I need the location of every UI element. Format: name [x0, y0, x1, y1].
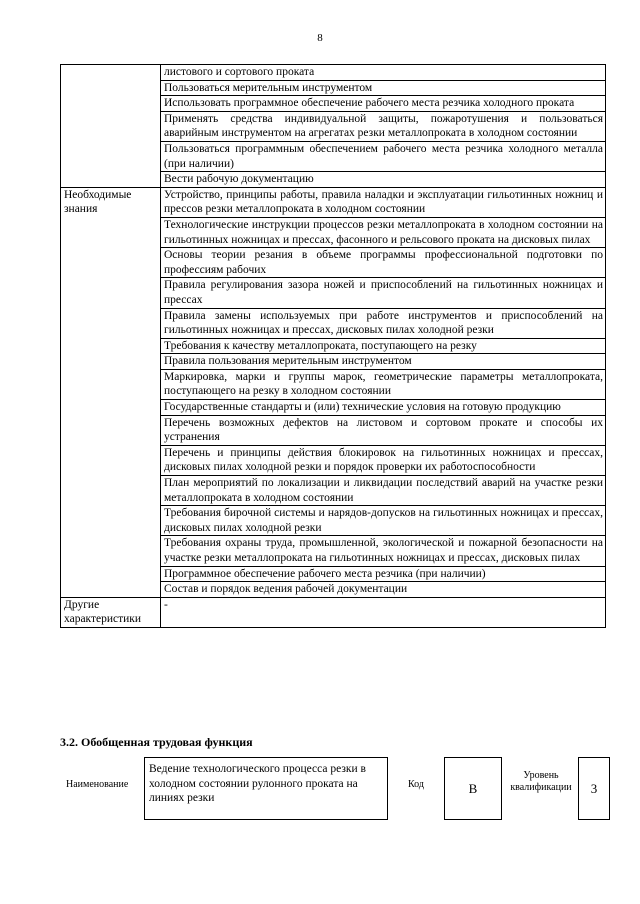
row-text: Пользоваться программным обеспечением рабочего места резчика холодного металла (при наличии) — [161, 141, 606, 171]
row-text: листового и сортового проката — [161, 65, 606, 81]
row-text: Правила пользования мерительным инструментом — [161, 354, 606, 370]
table-row — [61, 65, 606, 81]
code-label: Код — [408, 779, 424, 790]
row-text: Пользоваться мерительным инструментом — [161, 80, 606, 96]
row-text: Требования бирочной системы и нарядов-допусков на гильотинных ножницах и прессах, дисковых пилах холодной резки — [161, 506, 606, 536]
row-text: Основы теории резания в объеме программы профессиональной подготовки по профессиям рабочих — [161, 248, 606, 278]
row-text: - — [161, 597, 606, 627]
row-text: Правила регулирования зазора ножей и приспособлений на гильотинных ножницах и прессах — [161, 278, 606, 308]
row-text: Технологические инструкции процессов резки металлопроката в холодном состоянии на гильотинных ножницах и прессах, фасонного и рельсового проката на дисковых пилах — [161, 217, 606, 247]
row-text: Программное обеспечение рабочего места резчика (при наличии) — [161, 566, 606, 582]
row-text: Государственные стандарты и (или) технические условия на готовую продукцию — [161, 400, 606, 416]
level-label: Уровень квалификации — [510, 770, 572, 793]
name-label: Наименование — [66, 779, 129, 790]
row-text: Требования к качеству металлопроката, поступающего на резку — [161, 338, 606, 354]
row-text: Перечень и принципы действия блокировок на гильотинных ножницах и прессах, дисковых пилах холодной резки и порядок проверки их работоспособности — [161, 445, 606, 475]
level-value: 3 — [578, 757, 610, 820]
row-text: Использовать программное обеспечение рабочего места резчика холодного проката — [161, 96, 606, 112]
row-text: Применять средства индивидуальной защиты, пожаротушения и пользоваться аварийным инструментом на агрегатах резки металлопроката в холодном состоянии — [161, 111, 606, 141]
row-label — [61, 65, 161, 188]
row-label: Другие характеристики — [61, 597, 161, 627]
table-row — [61, 597, 606, 627]
row-text: Вести рабочую документацию — [161, 172, 606, 188]
table-row — [61, 187, 606, 217]
row-text: Состав и порядок ведения рабочей документации — [161, 582, 606, 598]
row-text: Устройство, принципы работы, правила наладки и эксплуатации гильотинных ножниц и прессов резки металлопроката в холодном состоянии — [161, 187, 606, 217]
row-text: Правила замены используемых при работе инструментов и приспособлений на гильотинных ножницах и прессах, дисковых пилах холодной резки — [161, 308, 606, 338]
competency-table — [60, 64, 606, 628]
code-value: B — [444, 757, 502, 820]
page-number: 8 — [317, 32, 323, 44]
row-text: Перечень возможных дефектов на листовом и сортовом прокате и способы их устранения — [161, 415, 606, 445]
generalized-function-row — [60, 757, 610, 823]
row-text: Маркировка, марки и группы марок, геометрические параметры металлопроката, поступающего на резку в холодном состоянии — [161, 369, 606, 399]
section-title: 3.2. Обобщенная трудовая функция — [60, 735, 253, 749]
row-text: План мероприятий по локализации и ликвидации последствий аварий на участке резки металлопроката в холодном состоянии — [161, 476, 606, 506]
name-value: Ведение технологического процесса резки в холодном состоянии рулонного проката на линиях резки — [144, 757, 388, 820]
row-text: Требования охраны труда, промышленной, экологической и пожарной безопасности на участке резки металлопроката на гильотинных ножницах и прессах, дисковых пилах — [161, 536, 606, 566]
row-label: Необходимые знания — [61, 187, 161, 597]
